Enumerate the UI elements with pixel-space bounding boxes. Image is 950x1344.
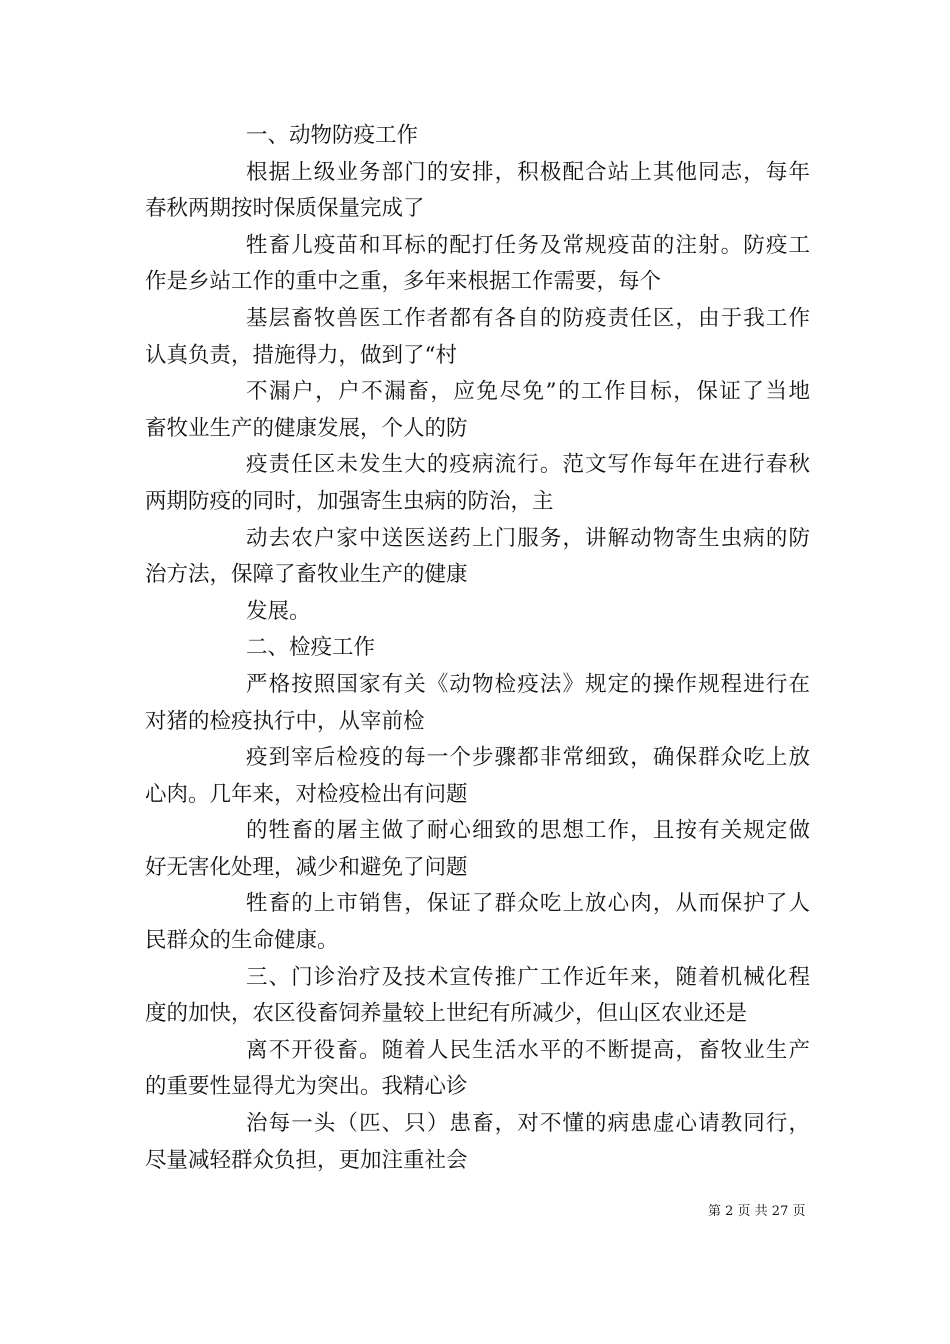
text-line: 心肉。几年来，对检疫检出有问题 bbox=[145, 781, 468, 807]
text-line: 二、检疫工作 bbox=[246, 635, 376, 661]
text-line: 发展。 bbox=[246, 598, 311, 624]
text-line: 作是乡站工作的重中之重，多年来根据工作需要，每个 bbox=[145, 269, 662, 295]
text-line: 春秋两期按时保质保量完成了 bbox=[145, 196, 425, 222]
text-line: 疫责任区未发生大的疫病流行。范文写作每年在进行春秋 bbox=[246, 452, 810, 478]
text-line: 两期防疫的同时，加强寄生虫病的防治，主 bbox=[145, 488, 554, 514]
text-line: 动去农户家中送医送药上门服务，讲解动物寄生虫病的防 bbox=[246, 525, 810, 551]
text-line: 三、门诊治疗及技术宣传推广工作近年来，随着机械化程 bbox=[246, 964, 810, 990]
text-line: 牲畜的上市销售，保证了群众吃上放心肉，从而保护了人 bbox=[246, 891, 810, 917]
text-line: 治方法，保障了畜牧业生产的健康 bbox=[145, 562, 468, 588]
text-line: 尽量减轻群众负担，更加注重社会 bbox=[145, 1147, 468, 1173]
text-line: 一、动物防疫工作 bbox=[246, 123, 419, 148]
text-line: 好无害化处理，减少和避免了问题 bbox=[145, 854, 468, 880]
text-line: 度的加快，农区役畜饲养量较上世纪有所减少，但山区农业还是 bbox=[145, 1001, 748, 1027]
text-line: 离不开役畜。随着人民生活水平的不断提高，畜牧业生产 bbox=[246, 1037, 810, 1063]
text-line: 牲畜儿疫苗和耳标的配打任务及常规疫苗的注射。防疫工 bbox=[246, 232, 810, 258]
page-number-footer: 第 2 页 共 27 页 bbox=[708, 1204, 806, 1219]
text-line: 疫到宰后检疫的每一个步骤都非常细致，确保群众吃上放 bbox=[246, 745, 810, 771]
document-body bbox=[145, 118, 810, 1179]
text-line: 认真负责，措施得力，做到了“村 bbox=[145, 342, 457, 368]
text-line: 治每一头（匹、只）患畜，对不懂的病患虚心请教同行， bbox=[246, 1111, 810, 1137]
text-line: 的重要性显得尤为突出。我精心诊 bbox=[145, 1074, 468, 1100]
text-line: 根据上级业务部门的安排，积极配合站上其他同志，每年 bbox=[246, 159, 810, 185]
text-line: 不漏户，户不漏畜，应免尽免”的工作目标，保证了当地 bbox=[246, 379, 810, 405]
text-line: 民群众的生命健康。 bbox=[145, 928, 339, 954]
text-line: 严格按照国家有关《动物检疫法》规定的操作规程进行在 bbox=[246, 671, 810, 697]
text-line: 的牲畜的屠主做了耐心细致的思想工作，且按有关规定做 bbox=[246, 818, 810, 844]
text-line: 对猪的检疫执行中，从宰前检 bbox=[145, 708, 425, 734]
text-line: 基层畜牧兽医工作者都有各自的防疫责任区，由于我工作 bbox=[246, 305, 810, 331]
text-line: 畜牧业生产的健康发展，个人的防 bbox=[145, 415, 468, 441]
